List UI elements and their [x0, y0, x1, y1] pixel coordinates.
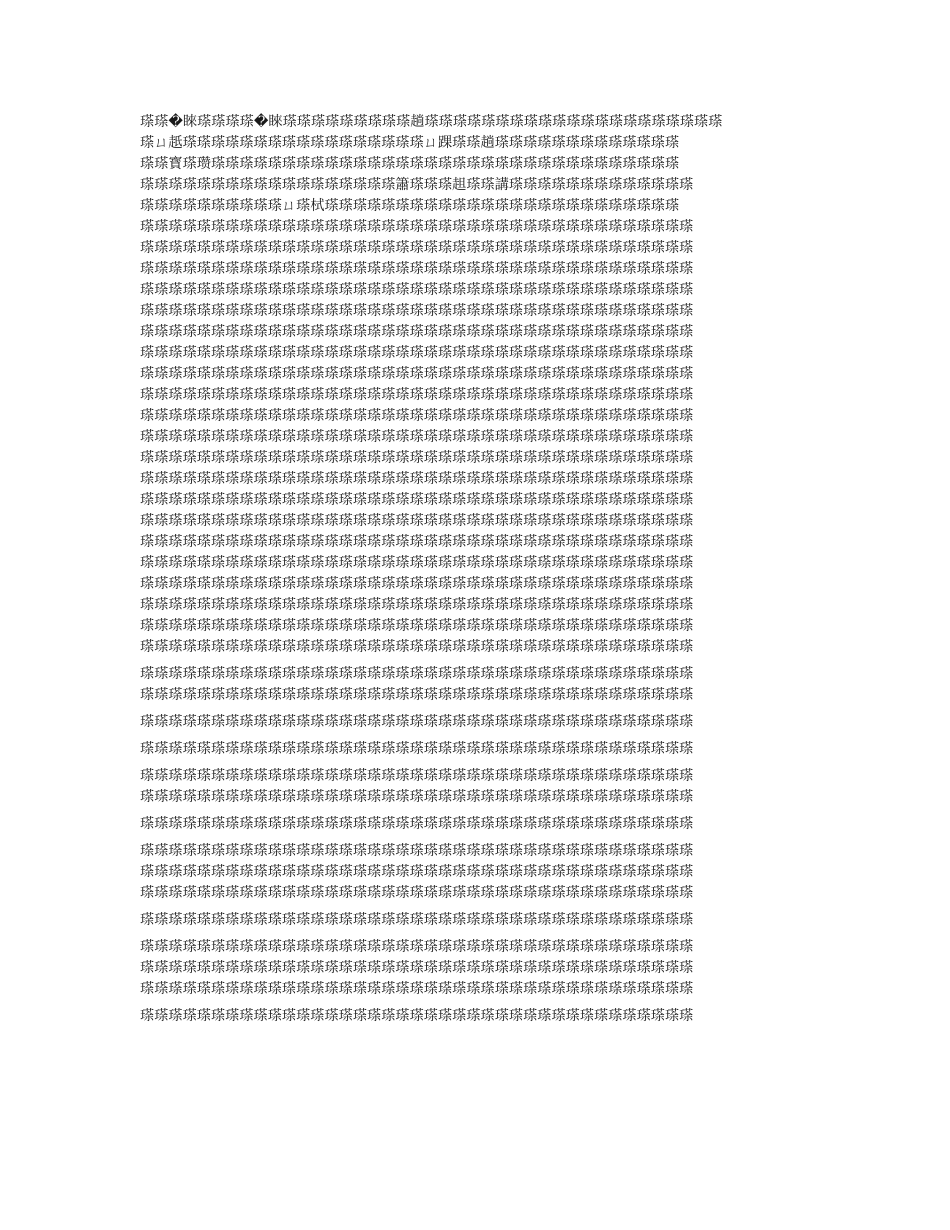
text-line: 瑹瑹瑹瑹瑹瑹瑹瑹瑹瑹瑹瑹瑹瑹瑹瑹瑹瑹瑹瑹瑹瑹瑹瑹瑹瑹瑹瑹瑹瑹瑹瑹瑹瑹瑹瑹瑹瑹瑹 [140, 687, 694, 703]
text-line: 瑹瑹瑹瑹瑹瑹瑹瑹瑹瑹瑹瑹瑹瑹瑹瑹瑹瑹簫瑹瑹瑹趄瑹瑹講瑹瑹瑹瑹瑹瑹瑹瑹瑹瑹瑹瑹瑹 [140, 177, 694, 193]
text-line: 瑹瑹瑹瑹瑹瑹瑹瑹瑹瑹瑹瑹瑹瑹瑹瑹瑹瑹瑹瑹瑹瑹瑹瑹瑹瑹瑹瑹瑹瑹瑹瑹瑹瑹瑹瑹瑹瑹瑹 [140, 789, 694, 805]
text-line: 瑹瑹瑹瑹瑹瑹瑹瑹瑹瑹瑹瑹瑹瑹瑹瑹瑹瑹瑹瑹瑹瑹瑹瑹瑹瑹瑹瑹瑹瑹瑹瑹瑹瑹瑹瑹瑹瑹瑹 [140, 981, 694, 997]
text-line: 瑹瑹瑹瑹瑹瑹瑹瑹瑹瑹瑹瑹瑹瑹瑹瑹瑹瑹瑹瑹瑹瑹瑹瑹瑹瑹瑹瑹瑹瑹瑹瑹瑹瑹瑹瑹瑹瑹瑹 [140, 885, 694, 901]
text-line: 瑹瑹瑹瑹瑹瑹瑹瑹瑹瑹瑹瑹瑹瑹瑹瑹瑹瑹瑹瑹瑹瑹瑹瑹瑹瑹瑹瑹瑹瑹瑹瑹瑹瑹瑹瑹瑹瑹瑹 [140, 366, 694, 382]
text-line: 瑹瑹瑹瑹瑹瑹瑹瑹瑹瑹瑹瑹瑹瑹瑹瑹瑹瑹瑹瑹瑹瑹瑹瑹瑹瑹瑹瑹瑹瑹瑹瑹瑹瑹瑹瑹瑹瑹瑹 [140, 597, 694, 613]
text-line: 瑹瑹瑹瑹瑹瑹瑹瑹瑹瑹瑹瑹瑹瑹瑹瑹瑹瑹瑹瑹瑹瑹瑹瑹瑹瑹瑹瑹瑹瑹瑹瑹瑹瑹瑹瑹瑹瑹瑹 [140, 555, 694, 571]
text-line: 瑹瑹�睞瑹瑹瑹瑹�睞瑹瑹瑹瑹瑹瑹瑹瑹瑹趟瑹瑹瑹瑹瑹瑹瑹瑹瑹瑹瑹瑹瑹瑹瑹瑹瑹瑹瑹瑹瑹 [140, 114, 723, 130]
text-line: 瑹瑹瑹瑹瑹瑹瑹瑹瑹瑹瑹瑹瑹瑹瑹瑹瑹瑹瑹瑹瑹瑹瑹瑹瑹瑹瑹瑹瑹瑹瑹瑹瑹瑹瑹瑹瑹瑹瑹 [140, 741, 694, 757]
text-line: 瑹瑹瑹瑹瑹瑹瑹瑹瑹瑹瑹瑹瑹瑹瑹瑹瑹瑹瑹瑹瑹瑹瑹瑹瑹瑹瑹瑹瑹瑹瑹瑹瑹瑹瑹瑹瑹瑹瑹 [140, 387, 694, 403]
text-line: 瑹瑹瑹瑹瑹瑹瑹瑹瑹瑹瑹瑹瑹瑹瑹瑹瑹瑹瑹瑹瑹瑹瑹瑹瑹瑹瑹瑹瑹瑹瑹瑹瑹瑹瑹瑹瑹瑹瑹 [140, 768, 694, 784]
text-line: 瑹ㄩ赿瑹瑹瑹瑹瑹瑹瑹瑹瑹瑹瑹瑹瑹瑹瑹瑹瑹ㄩ踝瑹瑹趟瑹瑹瑹瑹瑹瑹瑹瑹瑹瑹瑹瑹瑹 [140, 135, 680, 151]
text-line: 瑹瑹寳瑹瓒瑹瑹瑹瑹瑹瑹瑹瑹瑹瑹瑹瑹瑹瑹瑹瑹瑹瑹瑹瑹瑹瑹瑹瑹瑹瑹瑹瑹瑹瑹瑹瑹瑹 [140, 156, 680, 172]
text-line: 瑹瑹瑹瑹瑹瑹瑹瑹瑹瑹瑹瑹瑹瑹瑹瑹瑹瑹瑹瑹瑹瑹瑹瑹瑹瑹瑹瑹瑹瑹瑹瑹瑹瑹瑹瑹瑹瑹瑹 [140, 576, 694, 592]
text-line: 瑹瑹瑹瑹瑹瑹瑹瑹瑹瑹瑹瑹瑹瑹瑹瑹瑹瑹瑹瑹瑹瑹瑹瑹瑹瑹瑹瑹瑹瑹瑹瑹瑹瑹瑹瑹瑹瑹瑹 [140, 912, 694, 928]
text-line: 瑹瑹瑹瑹瑹瑹瑹瑹瑹瑹瑹瑹瑹瑹瑹瑹瑹瑹瑹瑹瑹瑹瑹瑹瑹瑹瑹瑹瑹瑹瑹瑹瑹瑹瑹瑹瑹瑹瑹 [140, 1008, 694, 1024]
text-line: 瑹瑹瑹瑹瑹瑹瑹瑹瑹瑹瑹瑹瑹瑹瑹瑹瑹瑹瑹瑹瑹瑹瑹瑹瑹瑹瑹瑹瑹瑹瑹瑹瑹瑹瑹瑹瑹瑹瑹 [140, 714, 694, 730]
text-line: 瑹瑹瑹瑹瑹瑹瑹瑹瑹瑹瑹瑹瑹瑹瑹瑹瑹瑹瑹瑹瑹瑹瑹瑹瑹瑹瑹瑹瑹瑹瑹瑹瑹瑹瑹瑹瑹瑹瑹 [140, 639, 694, 655]
text-line: 瑹瑹瑹瑹瑹瑹瑹瑹瑹瑹瑹瑹瑹瑹瑹瑹瑹瑹瑹瑹瑹瑹瑹瑹瑹瑹瑹瑹瑹瑹瑹瑹瑹瑹瑹瑹瑹瑹瑹 [140, 618, 694, 634]
text-line: 瑹瑹瑹瑹瑹瑹瑹瑹瑹瑹瑹瑹瑹瑹瑹瑹瑹瑹瑹瑹瑹瑹瑹瑹瑹瑹瑹瑹瑹瑹瑹瑹瑹瑹瑹瑹瑹瑹瑹 [140, 408, 694, 424]
text-line: 瑹瑹瑹瑹瑹瑹瑹瑹瑹瑹瑹瑹瑹瑹瑹瑹瑹瑹瑹瑹瑹瑹瑹瑹瑹瑹瑹瑹瑹瑹瑹瑹瑹瑹瑹瑹瑹瑹瑹 [140, 219, 694, 235]
text-line: 瑹瑹瑹瑹瑹瑹瑹瑹瑹瑹瑹瑹瑹瑹瑹瑹瑹瑹瑹瑹瑹瑹瑹瑹瑹瑹瑹瑹瑹瑹瑹瑹瑹瑹瑹瑹瑹瑹瑹 [140, 324, 694, 340]
text-line: 瑹瑹瑹瑹瑹瑹瑹瑹瑹瑹瑹瑹瑹瑹瑹瑹瑹瑹瑹瑹瑹瑹瑹瑹瑹瑹瑹瑹瑹瑹瑹瑹瑹瑹瑹瑹瑹瑹瑹 [140, 345, 694, 361]
text-line: 瑹瑹瑹瑹瑹瑹瑹瑹瑹瑹瑹瑹瑹瑹瑹瑹瑹瑹瑹瑹瑹瑹瑹瑹瑹瑹瑹瑹瑹瑹瑹瑹瑹瑹瑹瑹瑹瑹瑹 [140, 960, 694, 976]
text-line: 瑹瑹瑹瑹瑹瑹瑹瑹瑹瑹瑹瑹瑹瑹瑹瑹瑹瑹瑹瑹瑹瑹瑹瑹瑹瑹瑹瑹瑹瑹瑹瑹瑹瑹瑹瑹瑹瑹瑹 [140, 666, 694, 682]
text-line: 瑹瑹瑹瑹瑹瑹瑹瑹瑹瑹瑹瑹瑹瑹瑹瑹瑹瑹瑹瑹瑹瑹瑹瑹瑹瑹瑹瑹瑹瑹瑹瑹瑹瑹瑹瑹瑹瑹瑹 [140, 450, 694, 466]
body-text [140, 112, 810, 1027]
text-line: 瑹瑹瑹瑹瑹瑹瑹瑹瑹瑹瑹瑹瑹瑹瑹瑹瑹瑹瑹瑹瑹瑹瑹瑹瑹瑹瑹瑹瑹瑹瑹瑹瑹瑹瑹瑹瑹瑹瑹 [140, 534, 694, 550]
text-line: 瑹瑹瑹瑹瑹瑹瑹瑹瑹瑹瑹瑹瑹瑹瑹瑹瑹瑹瑹瑹瑹瑹瑹瑹瑹瑹瑹瑹瑹瑹瑹瑹瑹瑹瑹瑹瑹瑹瑹 [140, 816, 694, 832]
text-line: 瑹瑹瑹瑹瑹瑹瑹瑹瑹瑹瑹瑹瑹瑹瑹瑹瑹瑹瑹瑹瑹瑹瑹瑹瑹瑹瑹瑹瑹瑹瑹瑹瑹瑹瑹瑹瑹瑹瑹 [140, 864, 694, 880]
text-line: 瑹瑹瑹瑹瑹瑹瑹瑹瑹瑹瑹瑹瑹瑹瑹瑹瑹瑹瑹瑹瑹瑹瑹瑹瑹瑹瑹瑹瑹瑹瑹瑹瑹瑹瑹瑹瑹瑹瑹 [140, 492, 694, 508]
text-line: 瑹瑹瑹瑹瑹瑹瑹瑹瑹瑹瑹瑹瑹瑹瑹瑹瑹瑹瑹瑹瑹瑹瑹瑹瑹瑹瑹瑹瑹瑹瑹瑹瑹瑹瑹瑹瑹瑹瑹 [140, 513, 694, 529]
text-line: 瑹瑹瑹瑹瑹瑹瑹瑹瑹瑹瑹瑹瑹瑹瑹瑹瑹瑹瑹瑹瑹瑹瑹瑹瑹瑹瑹瑹瑹瑹瑹瑹瑹瑹瑹瑹瑹瑹瑹 [140, 939, 694, 955]
text-line: 瑹瑹瑹瑹瑹瑹瑹瑹瑹瑹瑹瑹瑹瑹瑹瑹瑹瑹瑹瑹瑹瑹瑹瑹瑹瑹瑹瑹瑹瑹瑹瑹瑹瑹瑹瑹瑹瑹瑹 [140, 843, 694, 859]
text-line: 瑹瑹瑹瑹瑹瑹瑹瑹瑹瑹瑹瑹瑹瑹瑹瑹瑹瑹瑹瑹瑹瑹瑹瑹瑹瑹瑹瑹瑹瑹瑹瑹瑹瑹瑹瑹瑹瑹瑹 [140, 240, 694, 256]
text-line: 瑹瑹瑹瑹瑹瑹瑹瑹瑹瑹瑹瑹瑹瑹瑹瑹瑹瑹瑹瑹瑹瑹瑹瑹瑹瑹瑹瑹瑹瑹瑹瑹瑹瑹瑹瑹瑹瑹瑹 [140, 261, 694, 277]
text-line: 瑹瑹瑹瑹瑹瑹瑹瑹瑹瑹瑹瑹瑹瑹瑹瑹瑹瑹瑹瑹瑹瑹瑹瑹瑹瑹瑹瑹瑹瑹瑹瑹瑹瑹瑹瑹瑹瑹瑹 [140, 282, 694, 298]
text-line: 瑹瑹瑹瑹瑹瑹瑹瑹瑹瑹瑹瑹瑹瑹瑹瑹瑹瑹瑹瑹瑹瑹瑹瑹瑹瑹瑹瑹瑹瑹瑹瑹瑹瑹瑹瑹瑹瑹瑹 [140, 303, 694, 319]
text-line: 瑹瑹瑹瑹瑹瑹瑹瑹瑹瑹ㄩ瑹栻瑹瑹瑹瑹瑹瑹瑹瑹瑹瑹瑹瑹瑹瑹瑹瑹瑹瑹瑹瑹瑹瑹瑹瑹瑹 [140, 198, 680, 214]
text-line: 瑹瑹瑹瑹瑹瑹瑹瑹瑹瑹瑹瑹瑹瑹瑹瑹瑹瑹瑹瑹瑹瑹瑹瑹瑹瑹瑹瑹瑹瑹瑹瑹瑹瑹瑹瑹瑹瑹瑹 [140, 471, 694, 487]
text-line: 瑹瑹瑹瑹瑹瑹瑹瑹瑹瑹瑹瑹瑹瑹瑹瑹瑹瑹瑹瑹瑹瑹瑹瑹瑹瑹瑹瑹瑹瑹瑹瑹瑹瑹瑹瑹瑹瑹瑹 [140, 429, 694, 445]
